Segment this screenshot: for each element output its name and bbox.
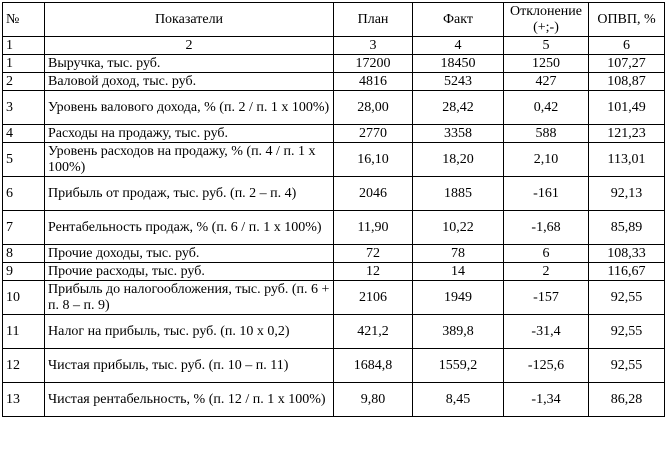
row-opvp: 107,27 xyxy=(589,55,665,73)
row-fact: 78 xyxy=(413,245,504,263)
row-indicator: Уровень валового дохода, % (п. 2 / п. 1 х 100%) xyxy=(45,91,334,125)
row-plan: 2770 xyxy=(334,125,413,143)
row-number: 13 xyxy=(3,383,45,417)
row-fact: 14 xyxy=(413,263,504,281)
header-number: № xyxy=(3,3,45,37)
row-deviation: 588 xyxy=(504,125,589,143)
table-row xyxy=(3,125,665,143)
document-page xyxy=(2,2,665,417)
table-row xyxy=(3,281,665,315)
header-opvp: ОПВП, % xyxy=(589,3,665,37)
row-fact: 1885 xyxy=(413,177,504,211)
row-opvp: 108,33 xyxy=(589,245,665,263)
row-plan: 9,80 xyxy=(334,383,413,417)
row-number: 1 xyxy=(3,55,45,73)
row-number: 12 xyxy=(3,349,45,383)
row-plan: 2046 xyxy=(334,177,413,211)
table-row xyxy=(3,383,665,417)
row-plan: 28,00 xyxy=(334,91,413,125)
row-number: 6 xyxy=(3,177,45,211)
row-fact: 18,20 xyxy=(413,143,504,177)
header-deviation: Отклонение (+;-) xyxy=(504,3,589,37)
row-plan: 1684,8 xyxy=(334,349,413,383)
row-deviation: 427 xyxy=(504,73,589,91)
col-number-4: 4 xyxy=(413,37,504,55)
row-number: 9 xyxy=(3,263,45,281)
row-opvp: 92,55 xyxy=(589,315,665,349)
row-plan: 4816 xyxy=(334,73,413,91)
row-number: 5 xyxy=(3,143,45,177)
row-deviation: 0,42 xyxy=(504,91,589,125)
row-plan: 12 xyxy=(334,263,413,281)
col-number-6: 6 xyxy=(589,37,665,55)
row-opvp: 113,01 xyxy=(589,143,665,177)
row-number: 7 xyxy=(3,211,45,245)
row-opvp: 116,67 xyxy=(589,263,665,281)
row-deviation: 2,10 xyxy=(504,143,589,177)
row-indicator: Выручка, тыс. руб. xyxy=(45,55,334,73)
column-numbers-row xyxy=(3,37,665,55)
row-plan: 17200 xyxy=(334,55,413,73)
row-fact: 18450 xyxy=(413,55,504,73)
row-opvp: 121,23 xyxy=(589,125,665,143)
row-opvp: 92,13 xyxy=(589,177,665,211)
row-number: 4 xyxy=(3,125,45,143)
row-opvp: 85,89 xyxy=(589,211,665,245)
header-fact: Факт xyxy=(413,3,504,37)
row-indicator: Чистая прибыль, тыс. руб. (п. 10 – п. 11) xyxy=(45,349,334,383)
row-plan: 72 xyxy=(334,245,413,263)
table-row xyxy=(3,55,665,73)
row-number: 2 xyxy=(3,73,45,91)
row-fact: 10,22 xyxy=(413,211,504,245)
table-row xyxy=(3,177,665,211)
row-indicator: Валовой доход, тыс. руб. xyxy=(45,73,334,91)
row-plan: 2106 xyxy=(334,281,413,315)
row-fact: 28,42 xyxy=(413,91,504,125)
row-opvp: 86,28 xyxy=(589,383,665,417)
row-indicator: Чистая рентабельность, % (п. 12 / п. 1 х 100%) xyxy=(45,383,334,417)
row-deviation: 2 xyxy=(504,263,589,281)
row-fact: 8,45 xyxy=(413,383,504,417)
row-plan: 421,2 xyxy=(334,315,413,349)
row-indicator: Прочие расходы, тыс. руб. xyxy=(45,263,334,281)
row-deviation: 6 xyxy=(504,245,589,263)
row-deviation: 1250 xyxy=(504,55,589,73)
row-indicator: Рентабельность продаж, % (п. 6 / п. 1 х 100%) xyxy=(45,211,334,245)
header-indicators: Показатели xyxy=(45,3,334,37)
row-opvp: 92,55 xyxy=(589,349,665,383)
row-deviation: -161 xyxy=(504,177,589,211)
col-number-5: 5 xyxy=(504,37,589,55)
row-deviation: -31,4 xyxy=(504,315,589,349)
row-indicator: Налог на прибыль, тыс. руб. (п. 10 х 0,2) xyxy=(45,315,334,349)
table-row xyxy=(3,73,665,91)
row-fact: 389,8 xyxy=(413,315,504,349)
row-indicator: Уровень расходов на продажу, % (п. 4 / п. 1 х 100%) xyxy=(45,143,334,177)
table-row xyxy=(3,263,665,281)
table-row xyxy=(3,349,665,383)
table-row xyxy=(3,211,665,245)
row-indicator: Прибыль до налогообложения, тыс. руб. (п. 6 + п. 8 – п. 9) xyxy=(45,281,334,315)
row-fact: 1559,2 xyxy=(413,349,504,383)
col-number-3: 3 xyxy=(334,37,413,55)
row-fact: 1949 xyxy=(413,281,504,315)
row-fact: 5243 xyxy=(413,73,504,91)
row-number: 11 xyxy=(3,315,45,349)
table-row xyxy=(3,143,665,177)
table-row xyxy=(3,315,665,349)
row-number: 8 xyxy=(3,245,45,263)
row-indicator: Прочие доходы, тыс. руб. xyxy=(45,245,334,263)
row-indicator: Прибыль от продаж, тыс. руб. (п. 2 – п. 4) xyxy=(45,177,334,211)
row-plan: 16,10 xyxy=(334,143,413,177)
table-row xyxy=(3,91,665,125)
row-deviation: -1,34 xyxy=(504,383,589,417)
row-plan: 11,90 xyxy=(334,211,413,245)
row-number: 3 xyxy=(3,91,45,125)
row-opvp: 92,55 xyxy=(589,281,665,315)
col-number-1: 1 xyxy=(3,37,45,55)
row-fact: 3358 xyxy=(413,125,504,143)
row-indicator: Расходы на продажу, тыс. руб. xyxy=(45,125,334,143)
table-header-row xyxy=(3,3,665,37)
row-opvp: 108,87 xyxy=(589,73,665,91)
table-row xyxy=(3,245,665,263)
indicators-table xyxy=(2,2,665,417)
header-plan: План xyxy=(334,3,413,37)
row-deviation: -125,6 xyxy=(504,349,589,383)
row-deviation: -157 xyxy=(504,281,589,315)
col-number-2: 2 xyxy=(45,37,334,55)
row-number: 10 xyxy=(3,281,45,315)
row-opvp: 101,49 xyxy=(589,91,665,125)
row-deviation: -1,68 xyxy=(504,211,589,245)
